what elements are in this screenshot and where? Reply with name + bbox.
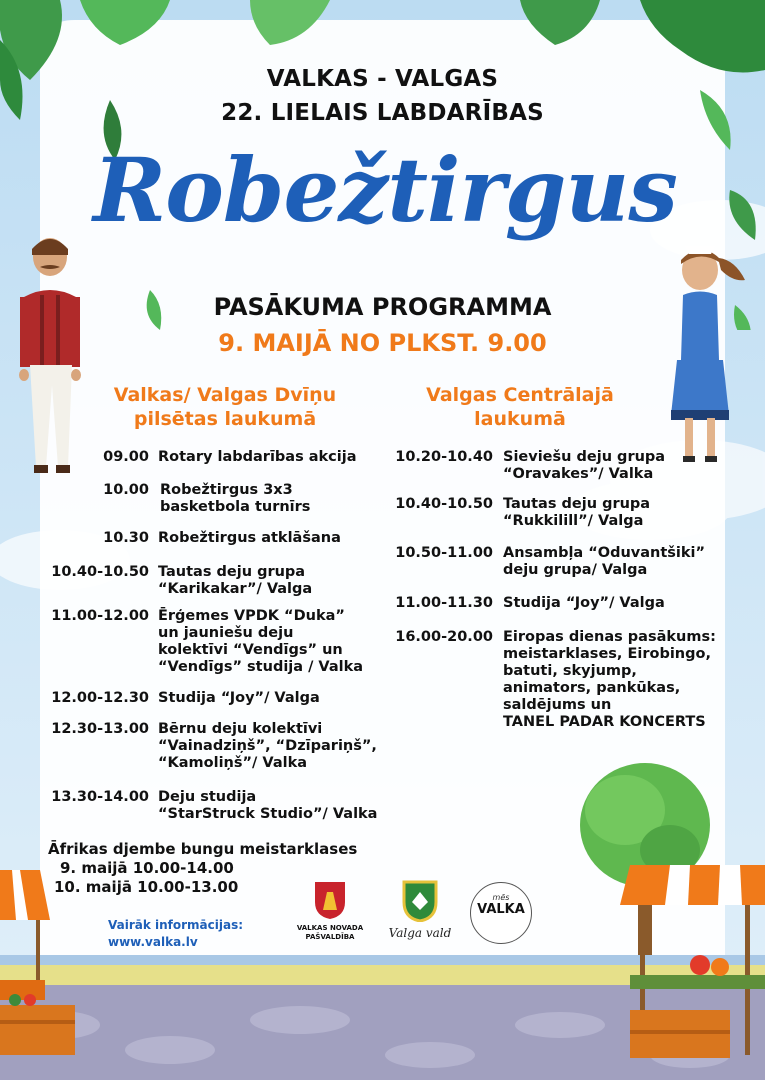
- event-script-title: Robežtirgus: [93, 138, 677, 242]
- schedule-time: 10.50-11.00: [395, 545, 493, 561]
- schedule-description: Ansambļa “Oduvantšiki” deju grupa/ Valga: [503, 545, 706, 578]
- schedule-item: [48, 530, 388, 550]
- schedule-time: 10.30: [103, 530, 149, 546]
- event-title-line2: 22. LIELAIS LABDARĪBAS: [221, 100, 544, 126]
- schedule-item: [48, 789, 388, 825]
- schedule-item: [393, 496, 743, 532]
- schedule-description: Robežtirgus 3x3 basketbola turnīrs: [160, 482, 311, 515]
- event-date: 9. MAIJĀ NO PLKST. 9.00: [218, 329, 547, 357]
- schedule-description: Eiropas dienas pasākums: meistarklases, Eirobingo, batuti, skyjump, animators, pankūkas, saldējums un TANEL PADAR KONCERTS: [503, 629, 716, 730]
- schedule-time: 11.00-12.00: [51, 608, 149, 624]
- mes-valka-logo: [470, 882, 532, 944]
- africa-title: Āfrikas djembe bungu meistarklases: [48, 840, 358, 858]
- schedule-item: [393, 629, 743, 739]
- schedule-item: [48, 690, 388, 710]
- schedule-item: [48, 608, 388, 678]
- schedule-time: 10.00: [103, 482, 149, 498]
- schedule-description: Studija “Joy”/ Valga: [158, 690, 320, 706]
- schedule-description: Studija “Joy”/ Valga: [503, 595, 665, 611]
- logo3-small-text: mēs: [492, 893, 510, 902]
- more-info: [108, 917, 243, 951]
- schedule-item: [393, 545, 743, 581]
- right-venue-title-line1: Valgas Centrālajā: [426, 384, 614, 406]
- website-link[interactable]: www.valka.lv: [108, 935, 198, 949]
- schedule-description: Sieviešu deju grupa “Oravakes”/ Valka: [503, 449, 666, 482]
- logo1-text-line1: VALKAS NOVADA: [296, 924, 364, 932]
- right-venue-title-line2: laukumā: [474, 408, 566, 430]
- schedule-description: Ērģemes VPDK “Duka” un jauniešu deju kolektīvi “Vendīgs” un “Vendīgs” studija / Valka: [158, 608, 364, 675]
- valga-vald-logo: [375, 880, 465, 940]
- africa-date-2: 10. maijā 10.00-13.00: [54, 878, 239, 896]
- left-venue-title: [95, 383, 355, 431]
- schedule-time: 10.40-10.50: [51, 564, 149, 580]
- schedule-item: [393, 449, 743, 485]
- schedule-item: [48, 564, 388, 600]
- right-venue-title: [395, 383, 645, 431]
- right-market-stall: [620, 865, 765, 1060]
- schedule-time: 12.00-12.30: [51, 690, 149, 706]
- left-market-stall: [0, 870, 80, 1060]
- schedule-description: Robežtirgus atklāšana: [158, 530, 341, 546]
- schedule-item: [393, 595, 743, 615]
- schedule-item: [48, 449, 388, 469]
- schedule-description: Rotary labdarības akcija: [158, 449, 357, 465]
- schedule-description: Deju studija “StarStruck Studio”/ Valka: [158, 789, 378, 822]
- schedule-item: [48, 721, 388, 775]
- valka-municipality-logo: [280, 880, 380, 942]
- program-title: PASĀKUMA PROGRAMMA: [213, 293, 552, 321]
- man-illustration: [12, 235, 92, 485]
- schedule-description: Tautas deju grupa “Rukkilill”/ Valga: [503, 496, 651, 529]
- schedule-time: 11.00-11.30: [395, 595, 493, 611]
- event-title-line1: VALKAS - VALGAS: [266, 66, 499, 92]
- schedule-time: 13.30-14.00: [51, 789, 149, 805]
- logo2-text: Valga vald: [388, 926, 452, 940]
- left-venue-title-line1: Valkas/ Valgas Dvīņu: [113, 384, 337, 406]
- schedule-time: 10.20-10.40: [395, 449, 493, 465]
- schedule-time: 16.00-20.00: [395, 629, 493, 645]
- schedule-time: 12.30-13.00: [51, 721, 149, 737]
- schedule-time: 10.40-10.50: [395, 496, 493, 512]
- schedule-time: 09.00: [103, 449, 149, 465]
- left-venue-title-line2: pilsētas laukumā: [133, 408, 317, 430]
- schedule-description: Tautas deju grupa “Karikakar”/ Valga: [158, 564, 313, 597]
- schedule-item: [48, 482, 388, 518]
- logo3-text: VALKA: [477, 902, 525, 917]
- africa-date-1: 9. maijā 10.00-14.00: [60, 859, 234, 877]
- shield-icon: [402, 880, 438, 922]
- more-info-label: Vairāk informācijas:: [108, 918, 244, 932]
- schedule-description: Bērnu deju kolektīvi “Vainadziņš”, “Dzīpariņš”, “Kamoliņš”/ Valka: [158, 721, 377, 771]
- coat-of-arms-icon: [313, 880, 347, 920]
- woman-illustration: [655, 240, 755, 470]
- logo1-text-line2: PAŠVALDĪBA: [305, 933, 355, 941]
